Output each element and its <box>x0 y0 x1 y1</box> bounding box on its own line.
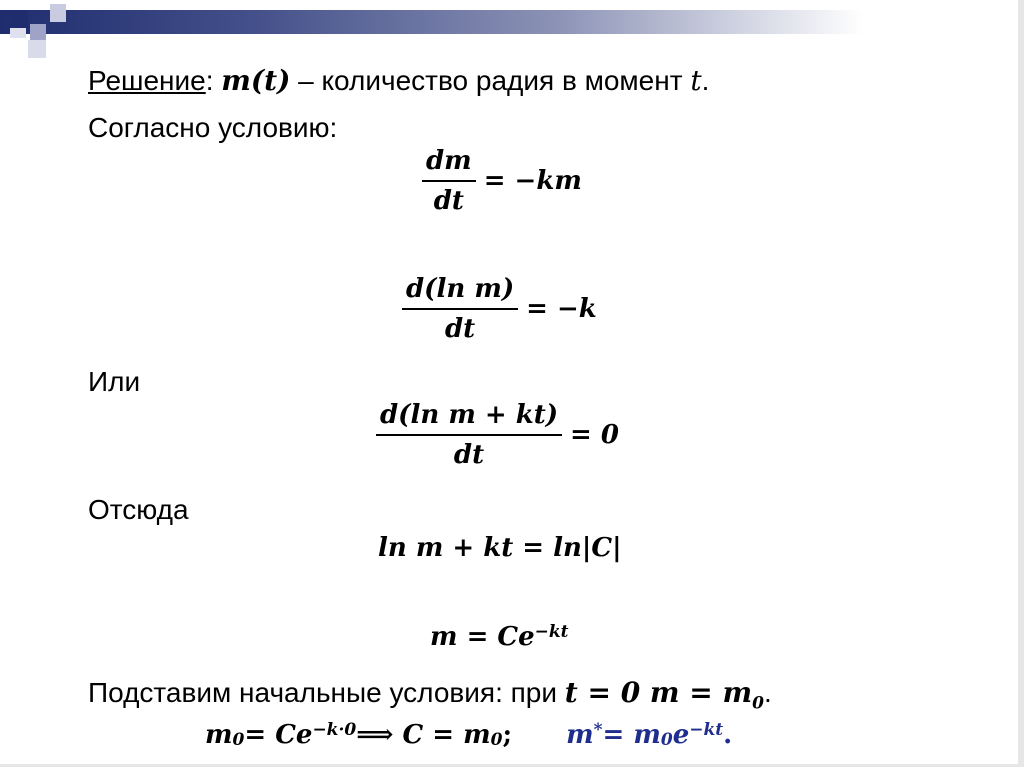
solution-line: Решение: m(t) – количество радия в момент t. <box>88 64 710 97</box>
equation-5: m = Ce −kt <box>430 622 569 652</box>
decor-square <box>28 40 46 58</box>
condition-text: Согласно условию: <box>88 112 338 143</box>
equation-1: $\frac{dm}{dt}$ = −km <box>422 146 582 216</box>
hence-text: Отсюда <box>88 494 189 525</box>
equation-3: $\frac{\text{d(ln m + kt)}}{dt}$ = 0 <box>376 400 619 470</box>
final-equation-line: m 0 = Ce −k·0 ⟹ C = m 0 ; m * = m 0 e −kt . <box>205 720 733 750</box>
equation-2: $\frac{\text{d(ln m)}}{dt}$ = −k <box>402 274 597 344</box>
decor-square <box>10 10 28 28</box>
header-bar <box>0 10 1016 34</box>
mass-function: m(t) <box>221 64 291 97</box>
final-answer: m * = m 0 e −kt . <box>566 720 733 750</box>
equation-4: ln m + kt = ln|C| <box>378 533 622 563</box>
initial-conditions-line: Подставим начальные условия: при t = 0 $m = m_0$. <box>88 676 772 714</box>
decor-square <box>50 4 66 22</box>
or-text: Или <box>88 366 141 397</box>
solution-label: Решение <box>88 65 206 96</box>
